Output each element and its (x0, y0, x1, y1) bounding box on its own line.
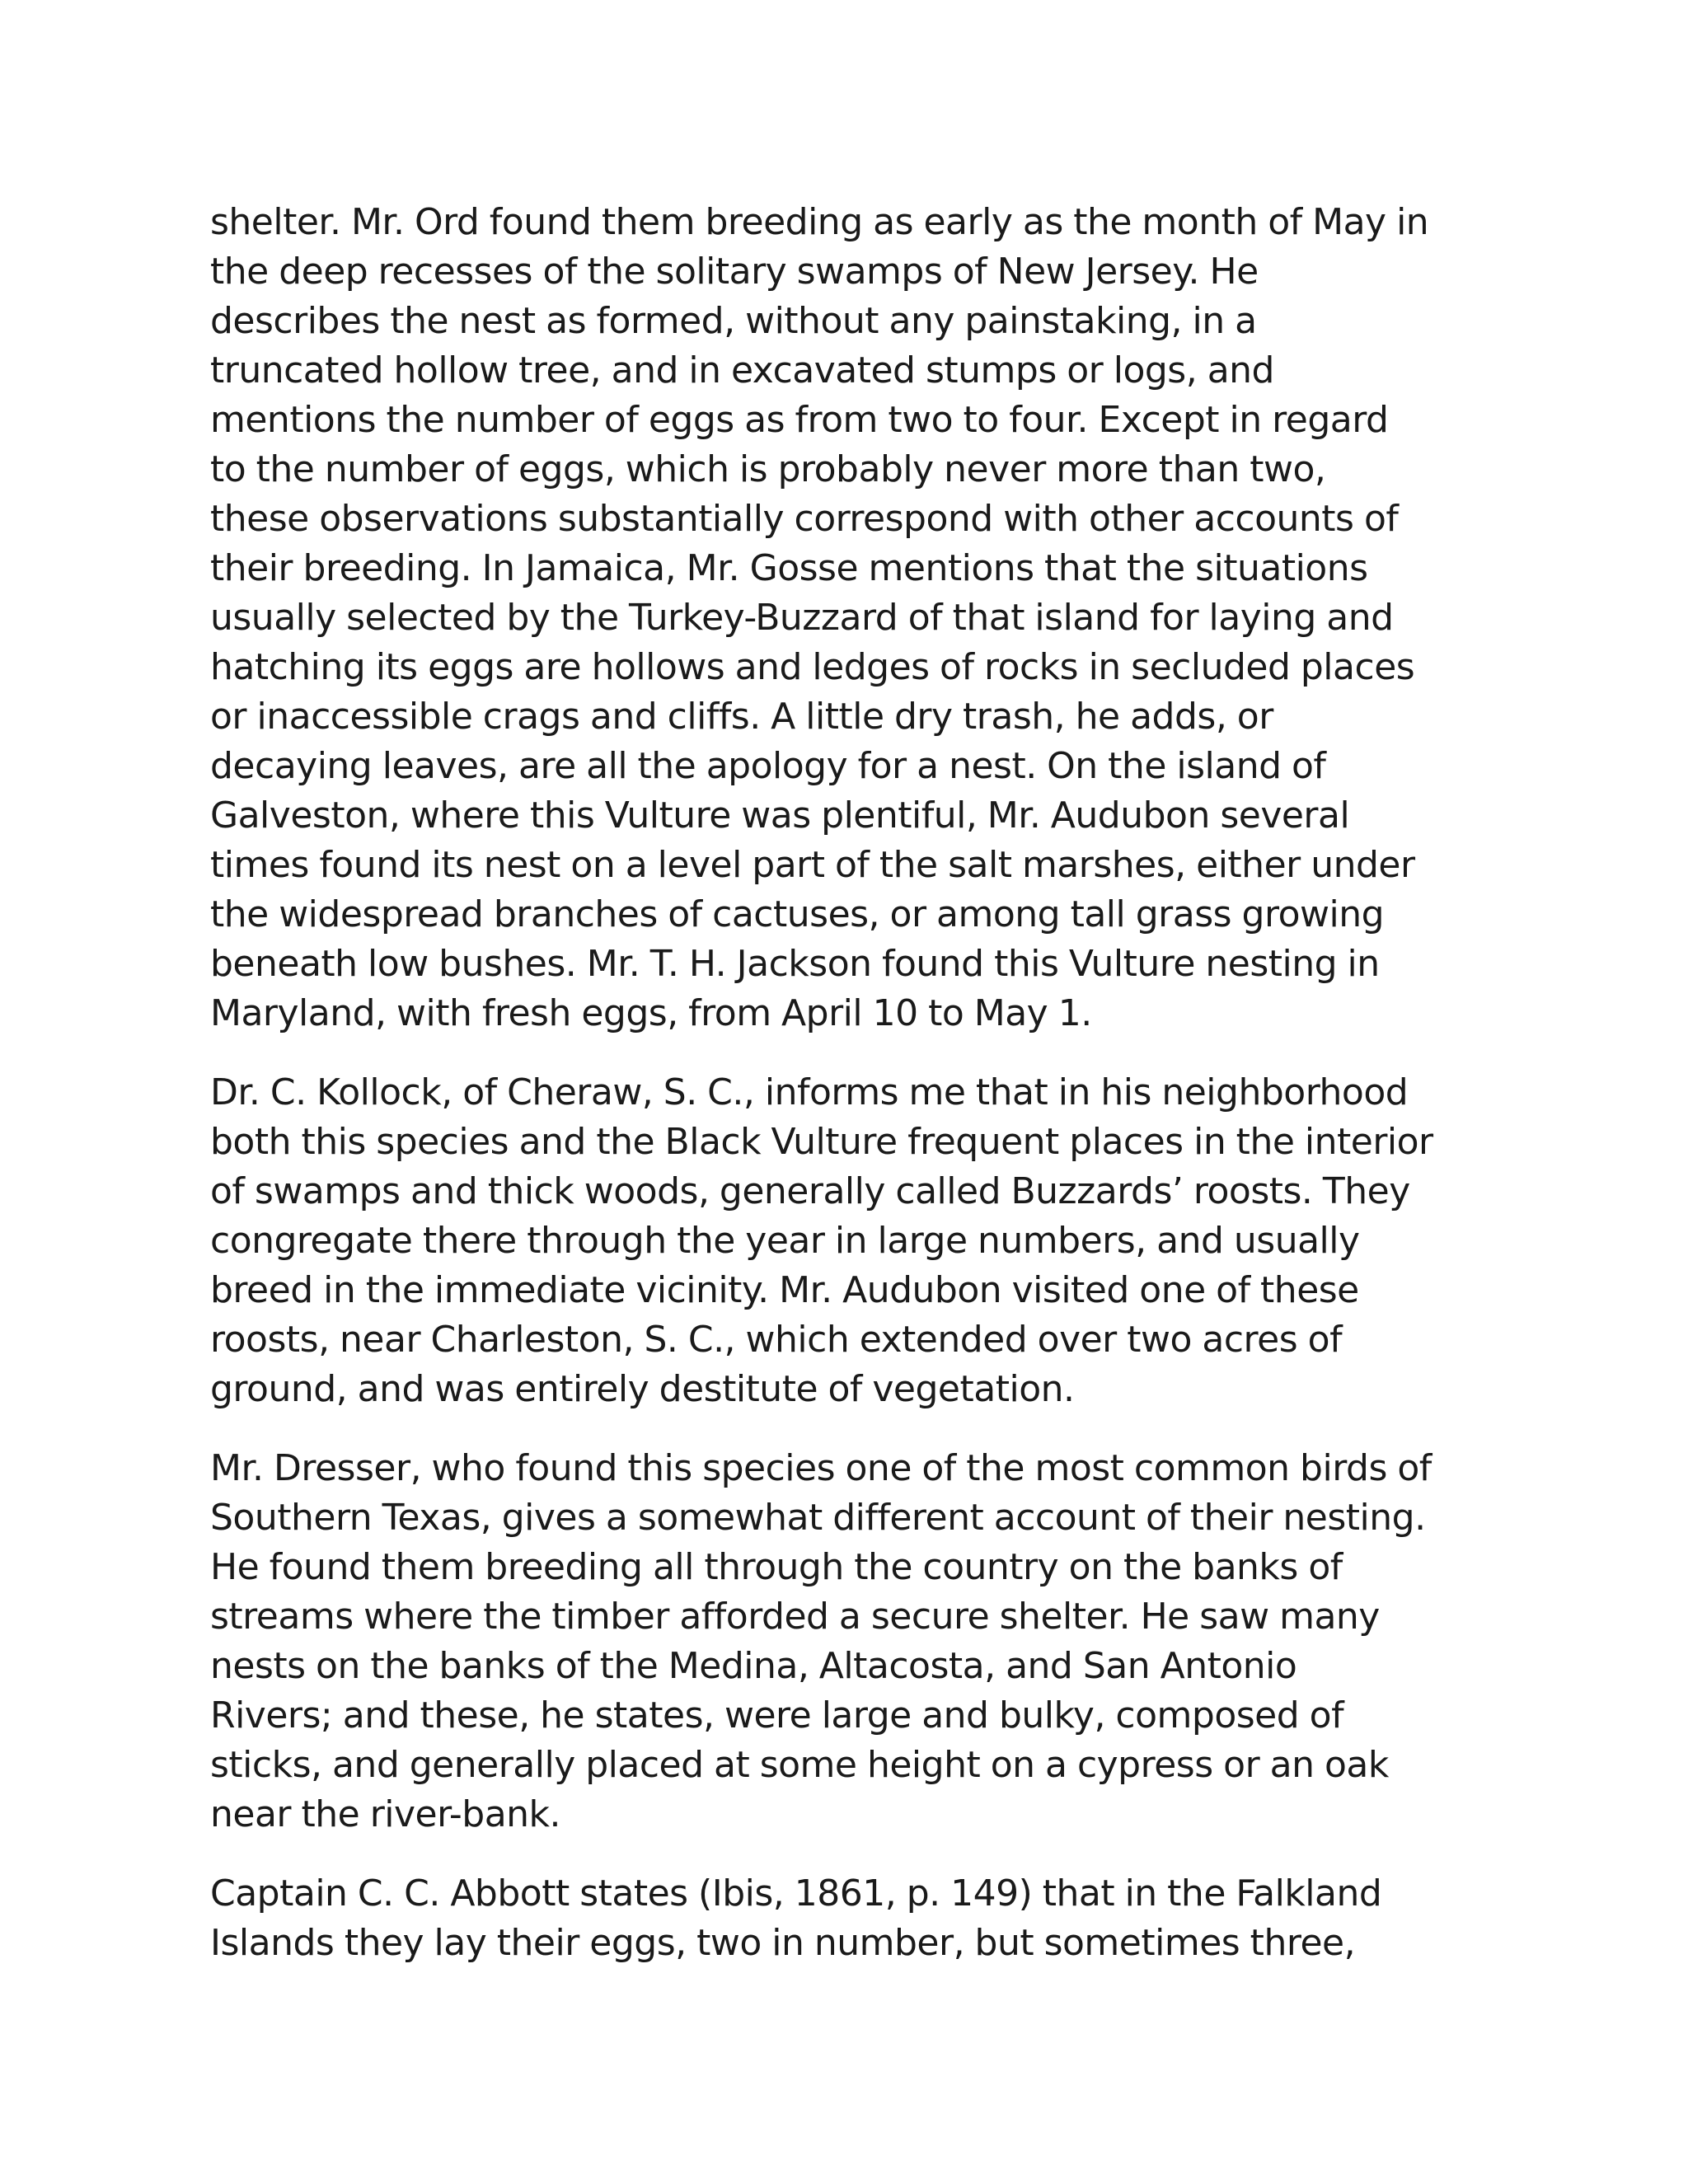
paragraph-2: Dr. C. Kollock, of Cheraw, S. C., informs me that in his neighborhood both this species and the Black Vulture frequent places in the interior of swamps and thick woods, generally called Buzzards’ roosts. They congregate there through the year in large numbers, and usually breed in the immediate vicinity. Mr. Audubon visited one of these roosts, near Charleston, S. C., which extended over two acres of ground, and was entirely destitute of vegetation. (210, 1071, 1433, 1410)
paragraph-3: Mr. Dresser, who found this species one of the most common birds of Southern Texas, gives a somewhat different account of their nesting. He found them breeding all through the country on the banks of streams where the timber afforded a secure shelter. He saw many nests on the banks of the Medina, Altacosta, and San Antonio Rivers; and these, he states, were large and bulky, composed of sticks, and generally placed at some height on a cypress or an oak near the river-bank. (210, 1447, 1432, 1835)
paragraph-1: shelter. Mr. Ord found them breeding as early as the month of May in the deep recesses of the solitary swamps of New Jersey. He describes the nest as formed, without any painstaking, in a truncated hollow tree, and in excavated stumps or logs, and mentions the number of eggs as from two to four. Except in regard to the number of eggs, which is probably never more than two, these observations substantially correspond with other accounts of their breeding. In Jamaica, Mr. Gosse mentions that the situations usually selected by the Turkey-Buzzard of that island for laying and hatching its eggs are hollows and ledges of rocks in secluded places or inaccessible crags and cliffs. A little dry trash, he adds, or decaying leaves, are all the apology for a nest. On the island of Galveston, where this Vulture was plentiful, Mr. Audubon several times found its nest on a level part of the salt marshes, either under the widespread branches of cactuses, or among tall grass growing beneath low bushes. Mr. T. H. Jackson found this Vulture nesting in Maryland, with fresh eggs, from April 10 to May 1. (210, 201, 1429, 1034)
document-page (210, 198, 1496, 1998)
paragraph-4: Captain C. C. Abbott states (Ibis, 1861, p. 149) that in the Falkland Islands they lay their eggs, two in number, but sometimes three, (210, 1872, 1382, 1964)
